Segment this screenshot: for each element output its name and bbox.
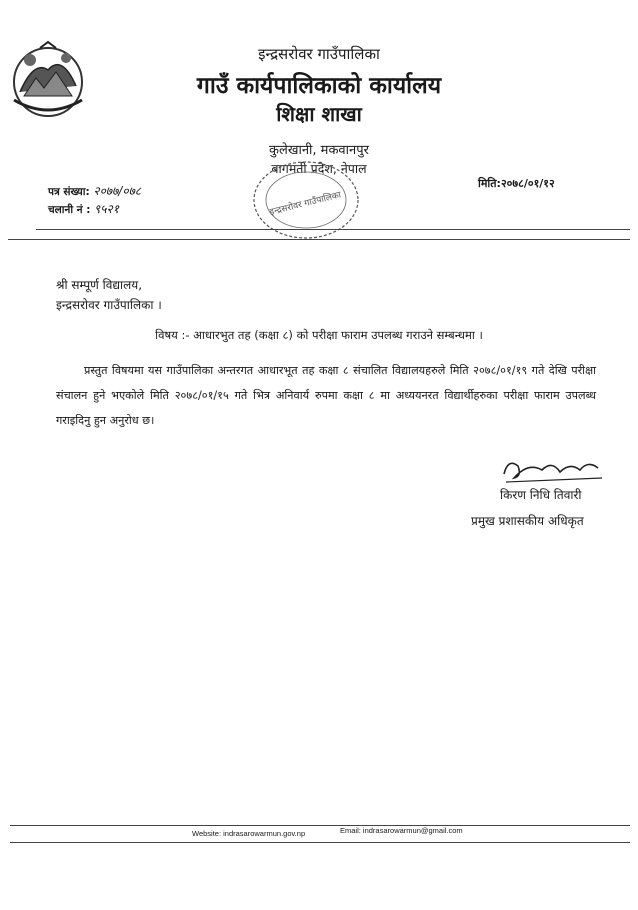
letter-subject: विषय :- आधारभुत तह (कक्षा ८) को परीक्षा फाराम उपलब्ध गराउने सम्बन्धमा । <box>155 328 483 342</box>
letter-body: प्रस्तुत विषयमा यस गाउँपालिका अन्तरगत आधारभूत तह कक्षा ८ संचालित विद्यालयहरुले मिति २०७८/०१/१९ गते देखि परीक्षा संचालन हुने भएकोले मिति २०७८/०१/१५ गते भित्र अनिवार्य रुपमा कक्षा ८ मा अध्ययनरत विद्यार्थीहरुका परीक्षा फाराम उपलब्ध गराइदिनु हुन अनुरोध छ। <box>56 364 596 427</box>
letter-date <box>478 176 555 191</box>
office-province: बागमती प्रदेश, नेपाल <box>271 161 367 176</box>
footer-website: Website: indrasarowarmun.gov.np <box>192 829 306 838</box>
signatory-title: प्रमुख प्रशासकीय अधिकृत <box>471 514 584 528</box>
footer-divider-top <box>10 825 630 826</box>
signatory-name: किरण निधि तिवारी <box>500 488 582 502</box>
recipient-line-2: इन्द्रसरोवर गाउँपालिका । <box>56 298 162 312</box>
office-stamp-icon <box>246 156 366 252</box>
signature-icon <box>498 452 608 488</box>
reference-number <box>48 182 141 199</box>
reference-label: पत्र संख्या: <box>48 186 90 198</box>
header-divider-top <box>36 229 630 230</box>
section-name: शिक्षा शाखा <box>276 102 362 126</box>
municipality-name: इन्द्रसरोवर गाउँपालिका <box>258 45 380 63</box>
recipient-line-1: श्री सम्पूर्ण विद्यालय, <box>56 278 143 292</box>
office-name: गाउँ कार्यपालिकाको कार्यालय <box>196 73 442 99</box>
footer-divider-bottom <box>10 842 630 843</box>
date-label: मिति: <box>478 177 501 190</box>
dispatch-number <box>48 200 119 217</box>
dispatch-label: चलानी नं : <box>48 204 91 216</box>
stamp-text: इन्द्रसरोवर गाउँपालिका <box>268 190 343 218</box>
date-value: २०७८/०१/१२ <box>500 177 555 190</box>
reference-value: २०७७/०७८ <box>93 184 142 198</box>
office-location: कुलेखानी, मकवानपुर <box>269 143 369 158</box>
header-divider-bottom <box>8 239 630 240</box>
footer-email: Email: indrasarowarmun@gmail.com <box>340 826 463 835</box>
dispatch-value: ९५२१ <box>94 202 120 216</box>
